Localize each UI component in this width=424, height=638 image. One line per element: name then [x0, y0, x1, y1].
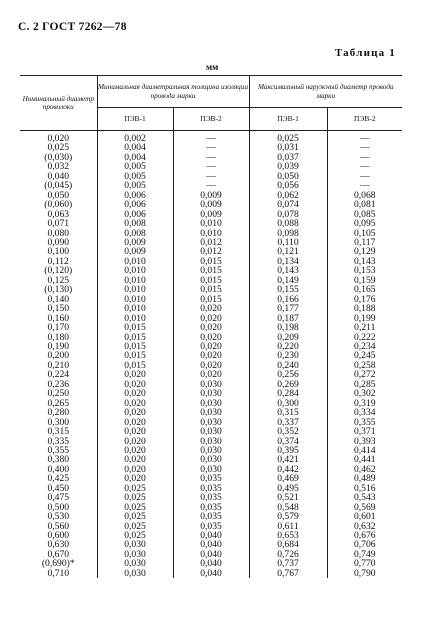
max-pev1-cell: 0,579 — [249, 512, 327, 521]
max-pev1-cell: 0,548 — [249, 503, 327, 512]
nominal-diameter-cell: 0,190 — [20, 342, 97, 351]
max-pev2-cell: 0,188 — [353, 303, 376, 315]
max-pev2-cell: 0,285 — [353, 378, 376, 390]
min-pev1-cell: 0,020 — [97, 465, 173, 474]
min-pev1-cell: 0,020 — [97, 370, 173, 379]
max-pev2-cell: 0,543 — [353, 492, 376, 504]
min-pev1-cell: 0,004 — [97, 143, 173, 152]
max-pev2-cell: 0,234 — [353, 340, 376, 352]
max-pev2-cell: 0,569 — [353, 501, 376, 513]
min-pev1-cell: 0,009 — [97, 247, 173, 256]
min-pev1-cell: 0,015 — [97, 351, 173, 360]
min-pev2-cell: 0,012 — [173, 238, 249, 247]
min-pev1-cell: 0,020 — [97, 427, 173, 436]
max-pev2-header: ПЭВ-2 — [327, 108, 402, 131]
nominal-diameter-cell: 0,560 — [20, 522, 97, 531]
min-pev1-cell: 0,020 — [97, 446, 173, 455]
max-pev2-cell: — — [359, 180, 370, 192]
max-pev1-cell: 0,110 — [249, 238, 327, 247]
max-pev1-cell: 0,220 — [249, 342, 327, 351]
max-pev1-cell: 0,300 — [249, 399, 327, 408]
nominal-diameter-cell: 0,265 — [20, 399, 97, 408]
max-pev1-cell: 0,078 — [249, 210, 327, 219]
min-pev1-cell: 0,010 — [97, 266, 173, 275]
nominal-diameter-cell: 0,020 — [20, 131, 97, 144]
min-pev2-cell: 0,035 — [173, 484, 249, 493]
min-pev2-cell: — — [173, 181, 249, 190]
max-pev2-cell: 0,222 — [353, 331, 376, 343]
min-pev1-cell: 0,010 — [97, 276, 173, 285]
min-pev2-cell: 0,010 — [173, 229, 249, 238]
min-pev2-cell: 0,020 — [173, 323, 249, 332]
min-pev2-cell: 0,009 — [173, 191, 249, 200]
max-pev1-cell: 0,521 — [249, 493, 327, 502]
min-pev1-cell: 0,025 — [97, 503, 173, 512]
max-pev1-cell: 0,177 — [249, 304, 327, 313]
min-pev2-cell: 0,035 — [173, 493, 249, 502]
max-pev1-cell: 0,050 — [249, 172, 327, 181]
max-pev2-cell: 0,165 — [353, 284, 376, 296]
min-pev1-cell: 0,008 — [97, 229, 173, 238]
nominal-diameter-cell: 0,335 — [20, 437, 97, 446]
max-pev2-cell: 0,770 — [353, 558, 376, 570]
min-pev1-cell: 0,020 — [97, 399, 173, 408]
nominal-diameter-cell: 0,025 — [20, 143, 97, 152]
max-pev1-cell: 0,230 — [249, 351, 327, 360]
nominal-diameter-cell: 0,670 — [20, 550, 97, 559]
min-pev1-cell: 0,020 — [97, 389, 173, 398]
max-pev1-cell: 0,611 — [249, 522, 327, 531]
max-pev1-cell: 0,684 — [249, 540, 327, 549]
page-header: С. 2 ГОСТ 7262—78 — [18, 21, 127, 33]
max-pev2-cell: 0,199 — [353, 312, 376, 324]
max-pev1-cell: 0,134 — [249, 257, 327, 266]
min-pev1-cell: 0,020 — [97, 418, 173, 427]
max-pev1-cell: 0,442 — [249, 465, 327, 474]
nominal-diameter-cell: 0,050 — [20, 191, 97, 200]
min-pev2-cell: 0,015 — [173, 295, 249, 304]
nominal-diameter-cell: 0,100 — [20, 247, 97, 256]
min-pev1-cell: 0,025 — [97, 493, 173, 502]
max-pev2-cell: 0,143 — [353, 255, 376, 267]
max-pev1-cell: 0,469 — [249, 474, 327, 483]
min-pev2-cell: 0,030 — [173, 465, 249, 474]
min-pev2-cell: 0,015 — [173, 285, 249, 294]
nominal-diameter-cell: 0,475 — [20, 493, 97, 502]
min-pev1-cell: 0,010 — [97, 295, 173, 304]
nominal-diameter-cell: 0,450 — [20, 484, 97, 493]
min-pev2-cell: 0,010 — [173, 219, 249, 228]
max-pev2-cell: 0,129 — [353, 246, 376, 258]
max-pev1-cell: 0,121 — [249, 247, 327, 256]
max-pev2-cell: 0,516 — [353, 482, 376, 494]
max-pev2-cell: 0,319 — [353, 397, 376, 409]
nominal-diameter-cell: 0,150 — [20, 304, 97, 313]
max-pev1-cell: 0,155 — [249, 285, 327, 294]
nominal-diameter-cell: (0,060) — [20, 200, 97, 209]
min-pev1-cell: 0,020 — [97, 380, 173, 389]
min-pev1-cell: 0,020 — [97, 455, 173, 464]
max-pev2-cell: 0,441 — [353, 454, 376, 466]
min-pev2-cell: 0,040 — [173, 540, 249, 549]
max-pev1-cell: 0,284 — [249, 389, 327, 398]
max-pev1-cell: 0,726 — [249, 550, 327, 559]
min-pev1-cell: 0,004 — [97, 153, 173, 162]
max-pev2-cell: 0,302 — [353, 388, 376, 400]
min-pev1-cell: 0,015 — [97, 333, 173, 342]
min-pev2-cell: 0,020 — [173, 342, 249, 351]
min-pev2-cell: 0,040 — [173, 550, 249, 559]
max-pev2-cell: 0,749 — [353, 548, 376, 560]
nominal-diameter-cell: (0,045) — [20, 181, 97, 190]
min-pev1-cell: 0,006 — [97, 200, 173, 209]
max-pev1-cell: 0,395 — [249, 446, 327, 455]
max-pev1-cell: 0,209 — [249, 333, 327, 342]
max-pev2-cell: 0,355 — [353, 416, 376, 428]
max-pev2-cell: 0,334 — [353, 407, 376, 419]
wire-dimensions-table — [20, 75, 402, 578]
min-pev2-cell: 0,030 — [173, 418, 249, 427]
max-pev1-cell: 0,187 — [249, 314, 327, 323]
max-pev2-cell: 0,258 — [353, 359, 376, 371]
max-pev1-cell: 0,269 — [249, 380, 327, 389]
max-pev2-cell: 0,462 — [353, 463, 376, 475]
min-pev1-cell: 0,008 — [97, 219, 173, 228]
nominal-diameter-cell: 0,071 — [20, 219, 97, 228]
min-pev2-cell: 0,030 — [173, 399, 249, 408]
max-pev1-cell: 0,653 — [249, 531, 327, 540]
max-pev2-cell: 0,245 — [353, 350, 376, 362]
max-pev2-cell: — — [359, 133, 370, 144]
max-pev2-cell: 0,489 — [353, 473, 376, 485]
min-pev1-cell: 0,009 — [97, 238, 173, 247]
min-pev2-cell: 0,015 — [173, 257, 249, 266]
nominal-diameter-cell: 0,250 — [20, 389, 97, 398]
max-pev2-cell: 0,790 — [353, 567, 376, 579]
min-pev1-cell: 0,010 — [97, 304, 173, 313]
max-pev2-cell: 0,706 — [353, 539, 376, 551]
max-diameter-header: Максимальный наружный диаметр провода марки — [249, 76, 402, 108]
min-pev2-cell: 0,020 — [173, 361, 249, 370]
max-pev2-cell: 0,601 — [353, 511, 376, 523]
nominal-diameter-cell: 0,500 — [20, 503, 97, 512]
nominal-diameter-cell: 0,080 — [20, 229, 97, 238]
min-pev1-cell: 0,010 — [97, 257, 173, 266]
nominal-diameter-cell: 0,710 — [20, 569, 97, 578]
min-pev2-cell: 0,009 — [173, 200, 249, 209]
min-pev2-cell: 0,035 — [173, 474, 249, 483]
min-pev1-cell: 0,030 — [97, 540, 173, 549]
max-pev2-cell: 0,211 — [354, 322, 376, 334]
max-pev1-cell: 0,315 — [249, 408, 327, 417]
min-pev2-cell: — — [173, 162, 249, 171]
min-pev2-cell: 0,030 — [173, 427, 249, 436]
max-pev2-cell: 0,272 — [353, 369, 376, 381]
table-title: Таблица 1 — [334, 47, 396, 59]
nominal-diameter-cell: 0,630 — [20, 540, 97, 549]
max-pev1-cell: 0,198 — [249, 323, 327, 332]
min-pev1-cell: 0,020 — [97, 437, 173, 446]
max-pev1-cell: 0,037 — [249, 153, 327, 162]
nominal-diameter-cell: 0,125 — [20, 276, 97, 285]
min-pev2-cell: 0,009 — [173, 210, 249, 219]
max-pev2-cell: 0,105 — [353, 227, 376, 239]
max-pev2-cell: 0,159 — [353, 274, 376, 286]
max-pev2-cell: 0,117 — [354, 236, 376, 248]
nominal-diameter-cell: 0,224 — [20, 370, 97, 379]
nominal-diameter-cell: 0,200 — [20, 351, 97, 360]
nominal-diameter-cell: 0,315 — [20, 427, 97, 436]
min-pev1-cell: 0,025 — [97, 522, 173, 531]
min-pev2-cell: 0,030 — [173, 455, 249, 464]
min-pev1-cell: 0,010 — [97, 314, 173, 323]
nominal-diameter-cell: 0,600 — [20, 531, 97, 540]
min-pev2-cell: 0,020 — [173, 304, 249, 313]
min-pev2-cell: 0,040 — [173, 531, 249, 540]
min-pev1-cell: 0,020 — [97, 408, 173, 417]
max-pev2-cell: 0,393 — [353, 435, 376, 447]
min-pev2-cell: 0,030 — [173, 389, 249, 398]
max-pev1-cell: 0,149 — [249, 276, 327, 285]
nominal-diameter-cell: 0,040 — [20, 172, 97, 181]
min-pev1-cell: 0,030 — [97, 559, 173, 568]
max-pev2-cell: 0,068 — [353, 189, 376, 201]
min-pev2-cell: 0,012 — [173, 247, 249, 256]
max-pev1-cell: 0,374 — [249, 437, 327, 446]
nominal-diameter-cell: 0,355 — [20, 446, 97, 455]
min-pev2-cell: 0,030 — [173, 437, 249, 446]
nominal-diameter-cell: (0,690)* — [20, 559, 97, 568]
nominal-diameter-cell: 0,112 — [20, 257, 97, 266]
nominal-diameter-cell: (0,130) — [20, 285, 97, 294]
nominal-diameter-header: Номинальный диаметр проволоки — [20, 76, 97, 131]
min-pev2-cell: 0,035 — [173, 503, 249, 512]
min-pev1-cell: 0,030 — [97, 569, 173, 578]
nominal-diameter-cell: (0,030) — [20, 153, 97, 162]
min-pev1-cell: 0,030 — [97, 550, 173, 559]
min-pev1-cell: 0,015 — [97, 323, 173, 332]
nominal-diameter-cell: 0,063 — [20, 210, 97, 219]
min-pev1-cell: 0,005 — [97, 181, 173, 190]
max-pev1-cell: 0,039 — [249, 162, 327, 171]
max-pev1-cell: 0,256 — [249, 370, 327, 379]
min-pev2-cell: 0,030 — [173, 380, 249, 389]
nominal-diameter-cell: 0,170 — [20, 323, 97, 332]
max-pev2-cell: — — [359, 161, 370, 173]
nominal-diameter-cell: 0,090 — [20, 238, 97, 247]
min-pev1-cell: 0,006 — [97, 191, 173, 200]
max-pev2-cell: 0,632 — [353, 520, 376, 532]
min-pev1-cell: 0,005 — [97, 162, 173, 171]
nominal-diameter-cell: 0,180 — [20, 333, 97, 342]
unit-label: мм — [206, 62, 219, 72]
max-pev2-cell: 0,085 — [353, 208, 376, 220]
min-pev2-cell: 0,035 — [173, 512, 249, 521]
max-pev2-cell: 0,176 — [353, 293, 376, 305]
nominal-diameter-cell: 0,210 — [20, 361, 97, 370]
min-pev2-cell: 0,015 — [173, 276, 249, 285]
max-pev1-cell: 0,337 — [249, 418, 327, 427]
nominal-diameter-cell: 0,140 — [20, 295, 97, 304]
min-pev1-cell: 0,025 — [97, 484, 173, 493]
min-pev2-header: ПЭВ-2 — [173, 108, 249, 131]
max-pev2-cell: 0,095 — [353, 218, 376, 230]
max-pev1-cell: 0,143 — [249, 266, 327, 275]
min-pev2-cell: 0,020 — [173, 351, 249, 360]
min-pev2-cell: 0,020 — [173, 370, 249, 379]
min-pev1-cell: 0,005 — [97, 172, 173, 181]
min-pev2-cell: 0,040 — [173, 559, 249, 568]
max-pev1-header: ПЭВ-1 — [249, 108, 327, 131]
max-pev2-cell: 0,081 — [353, 199, 376, 211]
max-pev1-cell: 0,031 — [249, 143, 327, 152]
min-pev2-cell: 0,020 — [173, 314, 249, 323]
min-pev2-cell: — — [173, 172, 249, 181]
min-pev2-cell: 0,030 — [173, 408, 249, 417]
max-pev1-cell: 0,025 — [249, 131, 327, 144]
min-pev1-cell: 0,006 — [97, 210, 173, 219]
nominal-diameter-cell: 0,236 — [20, 380, 97, 389]
max-pev1-cell: 0,421 — [249, 455, 327, 464]
min-pev2-cell: — — [173, 153, 249, 162]
min-pev1-cell: 0,002 — [97, 131, 173, 144]
max-pev1-cell: 0,088 — [249, 219, 327, 228]
max-pev1-cell: 0,056 — [249, 181, 327, 190]
min-pev2-cell: — — [173, 131, 249, 144]
min-pev2-cell: 0,030 — [173, 446, 249, 455]
max-pev1-cell: 0,074 — [249, 200, 327, 209]
min-pev1-cell: 0,025 — [97, 531, 173, 540]
min-pev1-cell: 0,015 — [97, 361, 173, 370]
min-pev2-cell: 0,020 — [173, 333, 249, 342]
max-pev2-cell: — — [359, 170, 370, 182]
max-pev2-cell: — — [359, 142, 370, 154]
max-pev1-cell: 0,767 — [249, 569, 327, 578]
max-pev2-cell: — — [359, 151, 370, 163]
nominal-diameter-cell: 0,280 — [20, 408, 97, 417]
nominal-diameter-cell: (0,120) — [20, 266, 97, 275]
max-pev2-cell: 0,414 — [353, 444, 376, 456]
max-pev2-cell: 0,153 — [353, 265, 376, 277]
max-pev1-cell: 0,737 — [249, 559, 327, 568]
min-pev2-cell: 0,015 — [173, 266, 249, 275]
min-pev1-cell: 0,020 — [97, 474, 173, 483]
nominal-diameter-cell: 0,400 — [20, 465, 97, 474]
max-pev1-cell: 0,098 — [249, 229, 327, 238]
max-pev1-cell: 0,240 — [249, 361, 327, 370]
min-pev2-cell: 0,040 — [173, 569, 249, 578]
min-pev1-cell: 0,010 — [97, 285, 173, 294]
nominal-diameter-cell: 0,160 — [20, 314, 97, 323]
nominal-diameter-cell: 0,032 — [20, 162, 97, 171]
table-row — [20, 569, 402, 578]
max-pev2-cell: 0,676 — [353, 530, 376, 542]
max-pev2-cell: 0,371 — [353, 426, 376, 438]
min-pev1-cell: 0,025 — [97, 512, 173, 521]
min-pev2-cell: — — [173, 143, 249, 152]
nominal-diameter-cell: 0,530 — [20, 512, 97, 521]
max-pev1-cell: 0,166 — [249, 295, 327, 304]
max-pev1-cell: 0,062 — [249, 191, 327, 200]
table-body — [20, 131, 402, 579]
nominal-diameter-cell: 0,380 — [20, 455, 97, 464]
min-insulation-header: Минимальная диаметральная толщина изоляции провода марки — [97, 76, 249, 108]
nominal-diameter-cell: 0,425 — [20, 474, 97, 483]
min-pev2-cell: 0,035 — [173, 522, 249, 531]
min-pev1-cell: 0,015 — [97, 342, 173, 351]
max-pev1-cell: 0,495 — [249, 484, 327, 493]
max-pev1-cell: 0,352 — [249, 427, 327, 436]
min-pev1-header: ПЭВ-1 — [97, 108, 173, 131]
nominal-diameter-cell: 0,300 — [20, 418, 97, 427]
